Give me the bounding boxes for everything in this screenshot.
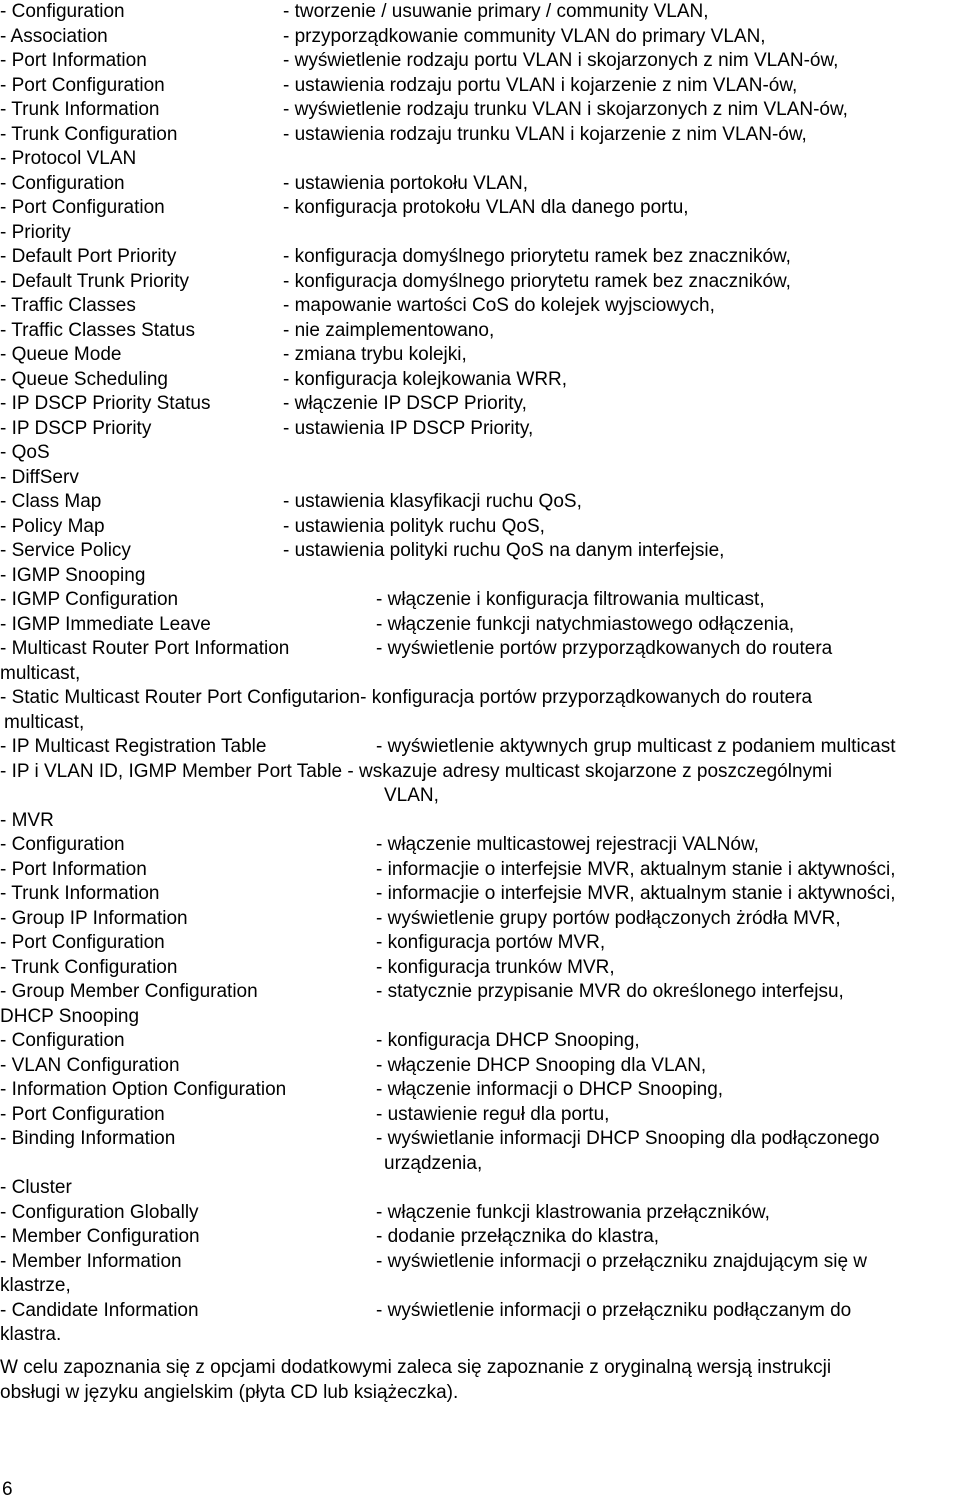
menu-item-label: multicast,: [0, 662, 81, 684]
menu-item-label: - DiffServ: [0, 466, 79, 488]
menu-item-label: - Information Option Configuration: [0, 1079, 287, 1100]
menu-item-label: DHCP Snooping: [0, 1005, 140, 1027]
menu-item-description: - włączenie IP DSCP Priority,: [283, 393, 527, 414]
menu-item-description: - nie zaimplementowano,: [283, 319, 495, 341]
menu-item-description: - konfiguracja kolejkowania WRR,: [283, 368, 568, 390]
menu-item-description: - zmiana trybu kolejki,: [283, 344, 467, 365]
menu-item-label: - Trunk Configuration: [0, 123, 178, 145]
menu-item-description: - ustawienia rodzaju portu VLAN i kojarzenie z nim VLAN-ów,: [283, 74, 798, 96]
menu-item-label: - Static Multicast Router Port Configutarion- konfiguracja portów przyporządkowanych do routera: [0, 687, 813, 708]
closing-line-2: obsługi w języku angielskim (płyta CD lub książeczka).: [0, 1381, 459, 1403]
menu-item-label: - Configuration: [0, 1, 125, 22]
menu-item-description: - wyświetlenie informacji o przełączniku znajdującym się w: [376, 1250, 868, 1272]
menu-item-description: - ustawienia IP DSCP Priority,: [283, 417, 534, 439]
menu-item-description: - wyświetlenie aktywnych grup multicast z podaniem multicast: [376, 736, 896, 757]
menu-item-description: VLAN,: [384, 785, 439, 806]
menu-item-description: - konfiguracja domyślnego priorytetu ramek bez znaczników,: [283, 270, 791, 292]
menu-item-label: - Class Map: [0, 491, 102, 512]
menu-item-label: - MVR: [0, 809, 54, 831]
menu-item-description: - wyświetlenie grupy portów podłączonych żródła MVR,: [376, 907, 841, 929]
menu-item-label: - Traffic Classes: [0, 295, 136, 316]
menu-item-label: - Service Policy: [0, 540, 131, 561]
menu-item-description: - wyświetlenie rodzaju trunku VLAN i skojarzonych z nim VLAN-ów,: [283, 99, 848, 120]
menu-item-label: - Default Port Priority: [0, 246, 177, 267]
menu-item-description: - wyświetlenie portów przyporządkowanych do routera: [376, 638, 833, 659]
menu-item-description: - informacjie o interfejsie MVR, aktualnym stanie i aktywności,: [376, 858, 896, 880]
menu-item-description: - ustawienia klasyfikacji ruchu QoS,: [283, 491, 582, 512]
menu-item-label: - Policy Map: [0, 515, 105, 537]
menu-item-description: - ustawienia polityki ruchu QoS na danym interfejsie,: [283, 540, 725, 561]
menu-item-description: - konfiguracja trunków MVR,: [376, 956, 615, 978]
menu-item-label: - Port Configuration: [0, 74, 165, 96]
menu-item-label: - Cluster: [0, 1177, 72, 1198]
closing-paragraph: [0, 1356, 955, 1405]
menu-item-label: - Port Configuration: [0, 932, 165, 953]
menu-item-description: - ustawienia portokołu VLAN,: [283, 172, 529, 194]
menu-item-label: - Association: [0, 25, 108, 47]
menu-item-label: klastrze,: [0, 1275, 71, 1296]
menu-item-description: - włączenie informacji o DHCP Snooping,: [376, 1079, 724, 1100]
menu-item-description: - włączenie i konfiguracja filtrowania multicast,: [376, 589, 765, 610]
menu-item-label: - Priority: [0, 221, 71, 243]
menu-item-label: - Protocol VLAN: [0, 148, 137, 169]
menu-item-label: - Trunk Information: [0, 99, 160, 120]
closing-line-1: W celu zapoznania się z opcjami dodatkowymi zaleca się zapoznanie z oryginalną wersją instrukcji: [0, 1357, 832, 1378]
menu-item-label: - Binding Information: [0, 1128, 176, 1149]
menu-item-label: - Candidate Information: [0, 1299, 199, 1321]
menu-item-description: - konfiguracja portów MVR,: [376, 932, 606, 953]
menu-item-description: urządzenia,: [384, 1152, 483, 1174]
menu-item-label: - Port Configuration: [0, 197, 165, 218]
menu-item-label: - Member Information: [0, 1250, 182, 1272]
menu-item-label: - IP Multicast Registration Table: [0, 736, 267, 757]
menu-item-description: - tworzenie / usuwanie primary / community VLAN,: [283, 1, 709, 22]
menu-item-description: - włączenie funkcji natychmiastowego odłączenia,: [376, 613, 795, 635]
menu-item-label: - IGMP Immediate Leave: [0, 613, 211, 635]
page-number: 6: [2, 1479, 13, 1500]
menu-item-label: - IP DSCP Priority Status: [0, 393, 211, 414]
menu-item-description: - statycznie przypisanie MVR do określonego interfejsu,: [376, 981, 844, 1002]
menu-item-description: - przyporządkowanie community VLAN do primary VLAN,: [283, 25, 766, 47]
menu-item-label: - Queue Mode: [0, 344, 122, 365]
menu-item-label: multicast,: [4, 711, 85, 733]
menu-item-description: - włączenie DHCP Snooping dla VLAN,: [376, 1054, 707, 1076]
menu-item-label: - IGMP Configuration: [0, 589, 179, 610]
menu-item-label: - Configuration: [0, 834, 125, 855]
menu-item-label: - Group IP Information: [0, 907, 188, 929]
menu-item-label: klastra.: [0, 1324, 62, 1345]
menu-item-label: - Configuration: [0, 172, 125, 194]
menu-item-label: - Member Configuration: [0, 1226, 200, 1247]
menu-item-description: - wyświetlenie rodzaju portu VLAN i skojarzonych z nim VLAN-ów,: [283, 50, 839, 71]
menu-item-description: - wyświetlenie informacji o przełączniku podłączanym do: [376, 1299, 852, 1321]
menu-item-label: - Port Information: [0, 50, 147, 71]
menu-item-label: - Multicast Router Port Information: [0, 638, 290, 659]
menu-item-description: - ustawienia polityk ruchu QoS,: [283, 515, 545, 537]
menu-item-label: - Default Trunk Priority: [0, 270, 189, 292]
menu-item-label: - IGMP Snooping: [0, 564, 146, 586]
menu-item-label: - VLAN Configuration: [0, 1054, 180, 1076]
menu-item-description: - włączenie multicastowej rejestracji VALNów,: [376, 834, 759, 855]
menu-item-label: - Trunk Information: [0, 883, 160, 904]
menu-item-label: - IP i VLAN ID, IGMP Member Port Table - wskazuje adresy multicast skojarzone z poszczególnymi: [0, 760, 833, 782]
menu-item-description: - ustawienie reguł dla portu,: [376, 1103, 610, 1125]
menu-item-description: - wyświetlanie informacji DHCP Snooping dla podłączonego: [376, 1128, 880, 1149]
menu-item-description: - włączenie funkcji klastrowania przełączników,: [376, 1201, 770, 1223]
menu-item-label: - Traffic Classes Status: [0, 319, 195, 341]
menu-item-label: - Group Member Configuration: [0, 981, 258, 1002]
menu-item-description: - informacjie o interfejsie MVR, aktualnym stanie i aktywności,: [376, 883, 896, 904]
menu-item-description: - mapowanie wartości CoS do kolejek wyjsciowych,: [283, 295, 715, 316]
menu-item-label: - Configuration: [0, 1030, 125, 1051]
menu-item-label: - Port Information: [0, 858, 147, 880]
menu-item-label: - Configuration Globally: [0, 1201, 199, 1223]
menu-item-label: - QoS: [0, 442, 50, 463]
menu-item-label: - Port Configuration: [0, 1103, 165, 1125]
menu-item-description: - ustawienia rodzaju trunku VLAN i kojarzenie z nim VLAN-ów,: [283, 123, 807, 145]
menu-item-description: - konfiguracja protokołu VLAN dla danego portu,: [283, 197, 689, 218]
menu-item-label: - Queue Scheduling: [0, 368, 168, 390]
menu-item-description: - konfiguracja DHCP Snooping,: [376, 1030, 640, 1051]
menu-item-description: - dodanie przełącznika do klastra,: [376, 1226, 660, 1247]
menu-item-description: - konfiguracja domyślnego priorytetu ramek bez znaczników,: [283, 246, 791, 267]
menu-item-label: - Trunk Configuration: [0, 956, 178, 978]
menu-item-label: - IP DSCP Priority: [0, 417, 152, 439]
